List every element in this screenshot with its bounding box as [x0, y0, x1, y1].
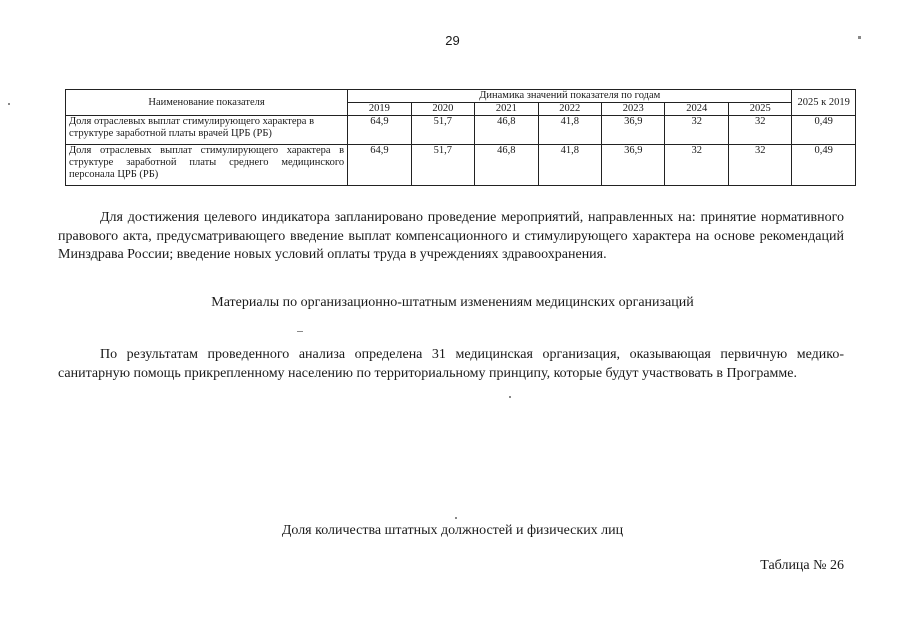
value-cell: 32 [728, 145, 791, 186]
value-cell: 64,9 [348, 145, 411, 186]
value-cell: 36,9 [602, 145, 665, 186]
value-cell: 46,8 [475, 145, 538, 186]
paragraph-analysis-text: По результатам проведенного анализа определена 31 медицинская организация, оказывающая первичную медико-санитарную помощь прикрепленному населению по территориальному принципу, которые будут участвовать в Программе. [58, 347, 844, 381]
column-header-indicator-name: Наименование показателя [66, 90, 348, 116]
table-row [66, 116, 856, 145]
scan-speck [509, 396, 511, 398]
scan-speck [297, 331, 303, 332]
indicators-table [65, 89, 856, 186]
indicator-name-cell: Доля отраслевых выплат стимулирующего характера в структуре заработной платы врачей ЦРБ (РБ) [66, 116, 348, 145]
value-cell: 36,9 [602, 116, 665, 145]
value-cell: 51,7 [411, 116, 474, 145]
paragraph-measures-text: Для достижения целевого индикатора запланировано проведение мероприятий, направленных на: принятие нормативного правового акта, предусматривающего введение выплат компенсационного и стимулирующего характера на основе рекомендаций Минздрава России; введение новых условий оплаты труда в учреждениях здравоохранения. [58, 210, 844, 262]
scan-speck [8, 103, 10, 105]
paragraph-analysis [58, 346, 844, 383]
scan-speck [858, 36, 861, 39]
value-cell: 41,8 [538, 145, 601, 186]
table-caption: Таблица № 26 [760, 558, 844, 573]
value-cell: 64,9 [348, 116, 411, 145]
value-cell: 41,8 [538, 116, 601, 145]
indicator-name-cell: Доля отраслевых выплат стимулирующего характера в структуре заработной платы среднего медицинского персонала ЦРБ (РБ) [66, 145, 348, 186]
scan-speck [455, 517, 457, 519]
ratio-cell: 0,49 [792, 116, 856, 145]
page-number: 29 [445, 33, 460, 48]
column-header-year: 2019 [348, 103, 411, 116]
column-header-year: 2025 [728, 103, 791, 116]
column-header-year: 2021 [475, 103, 538, 116]
ratio-cell: 0,49 [792, 145, 856, 186]
column-header-dynamics: Динамика значений показателя по годам [348, 90, 792, 103]
value-cell: 32 [665, 116, 728, 145]
column-header-year: 2023 [602, 103, 665, 116]
section-heading-staff-share: Доля количества штатных должностей и физических лиц [281, 523, 624, 538]
column-header-year: 2024 [665, 103, 728, 116]
value-cell: 51,7 [411, 145, 474, 186]
column-header-year: 2022 [538, 103, 601, 116]
table-row [66, 145, 856, 186]
column-header-year: 2020 [411, 103, 474, 116]
table-header-row [66, 90, 856, 103]
section-heading-organizational-changes: Материалы по организационно-штатным изменениям медицинских организаций [211, 295, 694, 310]
paragraph-measures [58, 209, 844, 265]
value-cell: 32 [728, 116, 791, 145]
value-cell: 32 [665, 145, 728, 186]
value-cell: 46,8 [475, 116, 538, 145]
column-header-ratio: 2025 к 2019 [792, 90, 856, 116]
